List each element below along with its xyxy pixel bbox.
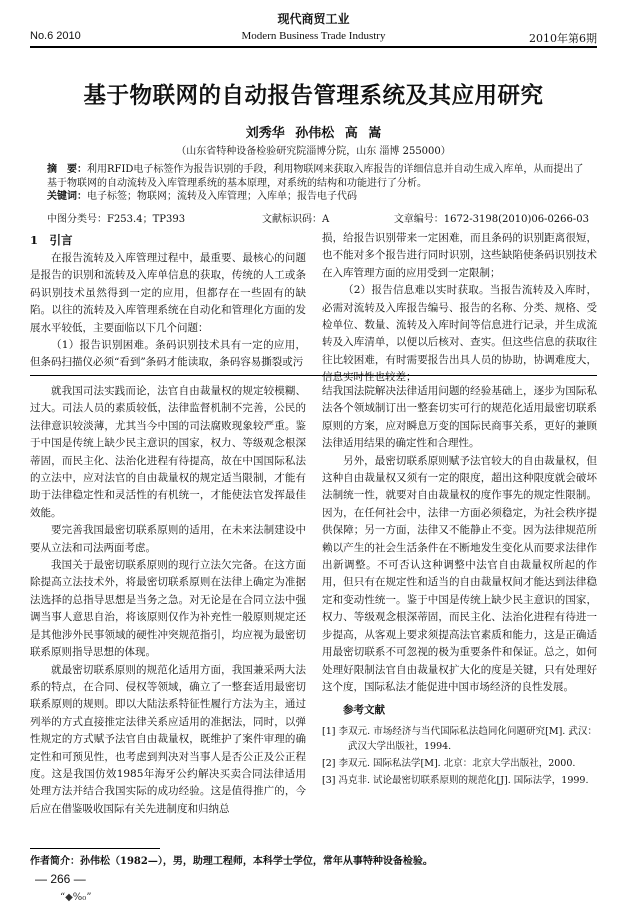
paragraph: （1）报告识别困难。条码识别技术具有一定的应用，但条码扫描仪必须“看到”条码才能读取，条码容易撕裂或污 [30, 339, 306, 369]
author-footnote: 作者简介：孙伟松（1982—），男，助理工程师，本科学士学位，常年从事特种设备检验。 [30, 856, 433, 867]
lower-right-column [322, 383, 597, 790]
paragraph: 就最密切联系原则的规范化适用方面，我国兼采两大法系的特点，在合同、侵权等领域，确立了一整套适用最密切联系原则的规则。即以大陆法系特征性履行方法为主，通过列举的方式直接推定法律关系应适用的准据法，同时，以弹性规定的方式赋予法官自由裁量权，既维护了案件审理的确定性和可预见性，也考虑到判决对当事人是否公正及公正程度。这是我国仿效1985年海牙公约解决买卖合同法律适用处理方法并结合我国实际的成功经验。这是值得推广的，今后应在借鉴吸收国际有关先进制度和归纳总 [30, 663, 306, 815]
paragraph: 要完善我国最密切联系原则的适用，在未来法制建设中要从立法和司法两面考虑。 [30, 524, 306, 554]
article-title: 基于物联网的自动报告管理系统及其应用研究 [83, 83, 544, 109]
print-mark: “◆%₀” [60, 892, 92, 903]
abstract [47, 163, 589, 190]
article-number: 文章编号：1672-3198(2010)06-0266-03 [393, 214, 589, 225]
journal-name-en: Modern Business Trade Industry [241, 30, 386, 42]
references-heading: 参考文献 [343, 704, 385, 717]
section-heading: 1 引言 [30, 233, 73, 247]
clc-number: 中图分类号：F253.4；TP393 [47, 214, 186, 225]
paragraph: 损，给报告识别带来一定困难，而且条码的识别距离很短，也不能对多个报告进行同时识别，这些缺陷使条码识别技术在入库管理方面的应用受到一定限制； [322, 232, 597, 279]
reference-item: [2] 李双元. 国际私法学[M]. 北京：北京大学出版社，2000. [322, 757, 576, 769]
author-affiliation: （山东省特种设备检验研究院淄博分院，山东 淄博 255000） [176, 146, 451, 157]
document-code: 文献标识码：A [262, 214, 330, 225]
keywords-label: 关键词： [47, 191, 87, 202]
paragraph: 另外，最密切联系原则赋予法官较大的自由裁量权，但这种自由裁量权又须有一定的限度，超出这种限度就会破坏法制统一性，就要对自由裁量权的度作事先的规定性限制。因为，在任何社会中，法律一方面必须稳定，为社会秩序提供保障；另一方面，法律又不能静止不变。因为法律规范所赖以产生的社会生活条件在不断地发生变化从而要求法律作出新调整。不可否认这种调整中法官自由裁量权所起的作用，但只有在规定性和适当的自由裁量权间才能达到法律稳定和变动性统一。鉴于中国是传统上缺少民主意识的国家，权力、等级观念根深蒂固，而民主化、法治化进程有待进一步提高，从客观上要求须提高法官素质和能力，这是正确适用最密切联系不可忽视的极为重要条件和保证。总之，如何处理好限制法官自由裁量权扩大化的度是关键，只有处理好这个度，国际私法才能促进中国市场经济的良性发展。 [322, 454, 597, 693]
paragraph: 在报告流转及入库管理过程中，最重要、最核心的问题是报告的识别和流转及入库单信息的获取，传统的人工或条码识别技术虽然得到一定的应用，但都存在一些固有的缺陷。以往的流转及入库管理系统在自动化和管理化方面的发展水平较低，主要面临以下几个问题： [30, 252, 306, 334]
header-rule [30, 46, 597, 48]
paragraph: （2）报告信息难以实时获取。当报告流转及入库时，必需对流转及入库报告编号、报告的名称、分类、规格、受检单位、数量、流转及入库时间等信息进行记录，并生成流转及入库清单，以便以后核对、查实。但这些信息的获取往往比较困难，有时需要报告出具人员的协助，协调难度大，信息实时性也较差； [322, 284, 597, 384]
issue-number-left: No.6 2010 [30, 30, 81, 42]
upper-right-column [322, 230, 597, 387]
running-header [30, 10, 597, 52]
issue-number-right: 2010年第6期 [529, 32, 597, 45]
reference-item: [3] 冯克非. 试论最密切联系原则的规范化[J]. 国际法学，1999. [322, 774, 589, 786]
abstract-block [47, 163, 589, 204]
lower-left-column [30, 383, 306, 818]
section-divider [30, 375, 597, 376]
page-number: — 266 — [35, 872, 86, 886]
journal-name-cn: 现代商贸工业 [277, 12, 350, 26]
footnote-rule [30, 848, 160, 849]
paragraph: 我国关于最密切联系原则的现行立法欠完备。在这方面除提高立法技术外，将最密切联系原则在法律上确定为准据法选择的总指导思想是当务之急。对无论是在合同立法中强调当事人意思自治，将该原则仅作为补充性一般原则规定还是其他涉外民事领域的硬性冲突规范指引，均应视为最密切联系原则指导思想的体现。 [30, 559, 306, 659]
classification-row [47, 210, 589, 224]
reference-item: [1] 李双元. 市场经济与当代国际私法趋同化问题研究[M]. 武汉：武汉大学出版社，1994. [322, 725, 597, 752]
paragraph: 结我国法院解决法律适用问题的经验基础上，逐步为国际私法各个领域制订出一整套切实可行的规范化适用最密切联系原则的方案，应对瞬息万变的国际民商事关系，更好的兼顾法律适用结果的确定性和合理性。 [322, 385, 597, 450]
abstract-label: 摘 要： [47, 164, 87, 175]
paragraph: 就我国司法实践而论，法官自由裁量权的规定较模糊、过大。司法人员的素质较低，法律监督机制不完善，公民的法律意识较淡薄，尤其当今中国的司法腐败现象较严重。鉴于中国是传统上缺少民主意识的国家，权力、等级观念根深蒂固，而民主化、法治化进程有待提高，故在中国国际私法的立法中，应对法官的自由裁量权的规定适当限制，才能有助于法律稳定性和灵活性的有机统一，才能使法官发挥最佳效能。 [30, 385, 306, 519]
abstract-text: 利用RFID电子标签作为报告识别的手段，利用物联网来获取入库报告的详细信息并自动生成入库单，从而提出了基于物联网的自动流转及入库管理系统的基本原理，对系统的结构和功能进行了分析。 [47, 164, 584, 189]
keywords-text: 电子标签；物联网；流转及入库管理；入库单；报告电子代码 [87, 191, 357, 202]
article-authors: 刘秀华 孙伟松 高 嵩 [245, 126, 382, 141]
upper-left-column [30, 230, 306, 372]
keywords [47, 190, 589, 204]
